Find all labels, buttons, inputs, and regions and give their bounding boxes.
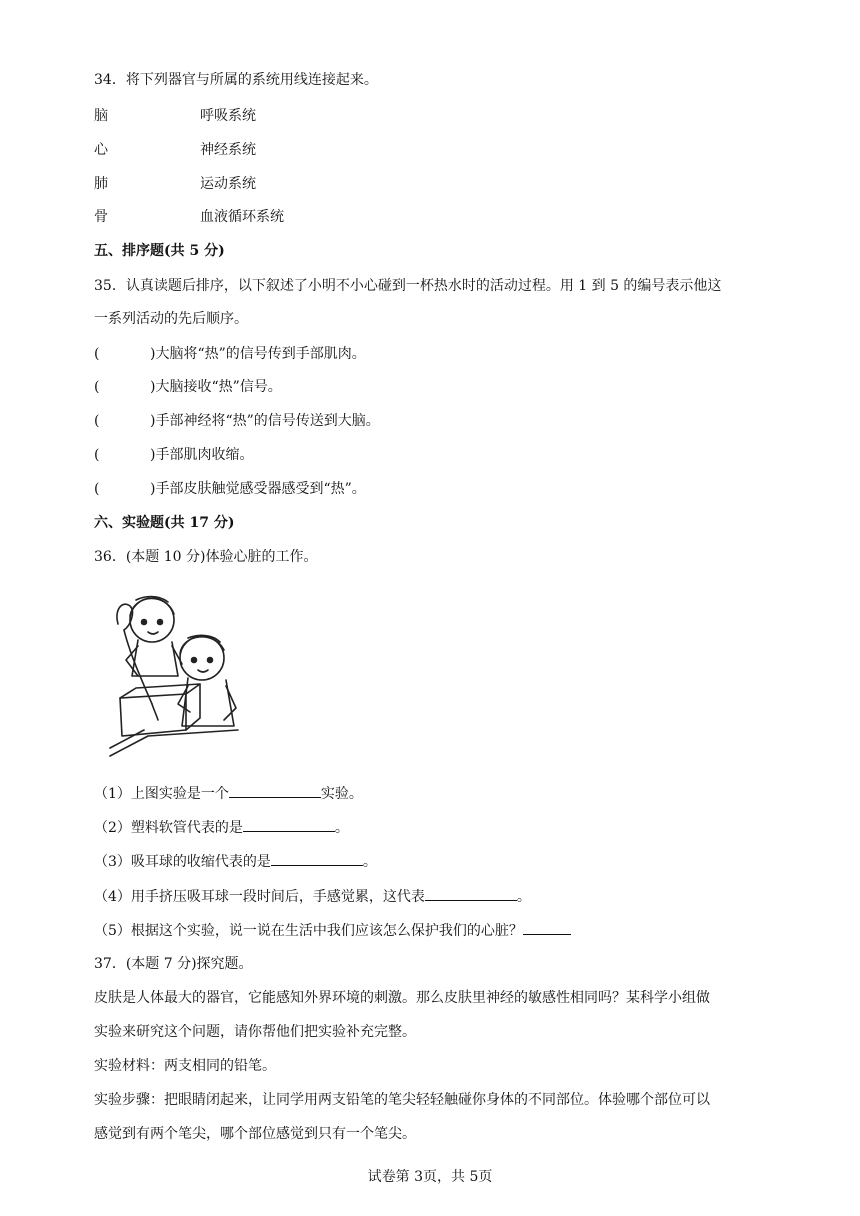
q36-subquestion-5	[94, 920, 571, 941]
organ-label: 脑	[94, 108, 108, 124]
close-paren: )	[150, 413, 156, 429]
q36-subquestion-2	[94, 817, 349, 838]
answer-blank[interactable]	[271, 851, 363, 866]
organ-label: 肺	[94, 176, 108, 192]
q37-steps-line: 实验步骤：把眼睛闭起来，让同学用两支铅笔的笔尖轻轻触碰你身体的不同部位。体验哪个部位可以	[94, 1092, 710, 1108]
answer-blank[interactable]	[243, 817, 335, 832]
q36-s4-suffix: 。	[516, 889, 531, 905]
q37-paragraph-line: 皮肤是人体最大的器官，它能感知外界环境的刺激。那么皮肤里神经的敏感性相同吗？某科学小组做	[94, 990, 710, 1006]
ordering-item-text: 大脑将“热”的信号传到手部肌肉。	[155, 346, 366, 362]
q36-s3-suffix: 。	[362, 854, 377, 870]
ordering-item-text: 大脑接收“热”信号。	[155, 379, 282, 395]
close-paren: )	[150, 379, 156, 395]
system-label: 呼吸系统	[200, 108, 256, 124]
close-paren: )	[150, 481, 156, 497]
open-paren: (	[94, 447, 100, 463]
ordering-item-text: 手部神经将“热”的信号传送到大脑。	[155, 413, 380, 429]
q37-steps-line: 感觉到有两个笔尖，哪个部位感觉到只有一个笔尖。	[94, 1126, 416, 1142]
close-paren: )	[150, 447, 156, 463]
ordering-item-text: 手部肌肉收缩。	[155, 447, 254, 463]
page-footer: 试卷第 3页，共 5页	[367, 1169, 493, 1185]
close-paren: )	[150, 346, 156, 362]
organ-label: 骨	[94, 209, 108, 225]
open-paren: (	[94, 379, 100, 395]
system-label: 神经系统	[200, 142, 256, 158]
ordering-item	[94, 479, 366, 499]
open-paren: (	[94, 346, 100, 362]
q36-s1-text: （1）上图实验是一个	[94, 786, 229, 802]
ordering-item	[94, 411, 380, 431]
ordering-item	[94, 344, 366, 364]
answer-blank[interactable]	[523, 920, 571, 935]
section-heading: 六、实验题(共 17 分)	[94, 515, 235, 531]
q36-subquestion-3	[94, 851, 377, 872]
answer-blank[interactable]	[425, 886, 517, 901]
q36-s5-text: （5）根据这个实验，说一说在生活中我们应该怎么保护我们的心脏？	[94, 923, 523, 939]
answer-blank[interactable]	[229, 783, 321, 798]
q37-materials: 实验材料：两支相同的铅笔。	[94, 1058, 276, 1074]
organ-label: 心	[94, 142, 108, 158]
q35-line2: 一系列活动的先后顺序。	[94, 311, 248, 327]
system-label: 运动系统	[200, 176, 256, 192]
section-heading: 五、排序题(共 5 分)	[94, 243, 225, 259]
q36-s2-text: （2）塑料软管代表的是	[94, 820, 243, 836]
q36-s2-suffix: 。	[334, 820, 349, 836]
q34-title: 34．将下列器官与所属的系统用线连接起来。	[94, 72, 378, 88]
q36-s1-suffix: 实验。	[320, 786, 363, 802]
q35-line1: 35．认真读题后排序，以下叙述了小明不小心碰到一杯热水时的活动过程。用 1 到 5 的编号表示他这	[94, 278, 722, 294]
ordering-item	[94, 445, 253, 465]
q36-s3-text: （3）吸耳球的收缩代表的是	[94, 854, 271, 870]
ordering-item	[94, 377, 282, 397]
open-paren: (	[94, 413, 100, 429]
heart-experiment-illustration	[108, 580, 240, 762]
system-label: 血液循环系统	[200, 209, 284, 225]
q36-subquestion-4	[94, 886, 531, 907]
q36-subquestion-1	[94, 783, 363, 804]
q37-title: 37．(本题 7 分)探究题。	[94, 956, 253, 972]
ordering-item-text: 手部皮肤触觉感受器感受到“热”。	[155, 481, 366, 497]
q36-title: 36．(本题 10 分)体验心脏的工作。	[94, 549, 318, 565]
q37-paragraph-line: 实验来研究这个问题，请你帮他们把实验补充完整。	[94, 1024, 416, 1040]
q36-s4-text: （4）用手挤压吸耳球一段时间后，手感觉累，这代表	[94, 889, 425, 905]
open-paren: (	[94, 481, 100, 497]
